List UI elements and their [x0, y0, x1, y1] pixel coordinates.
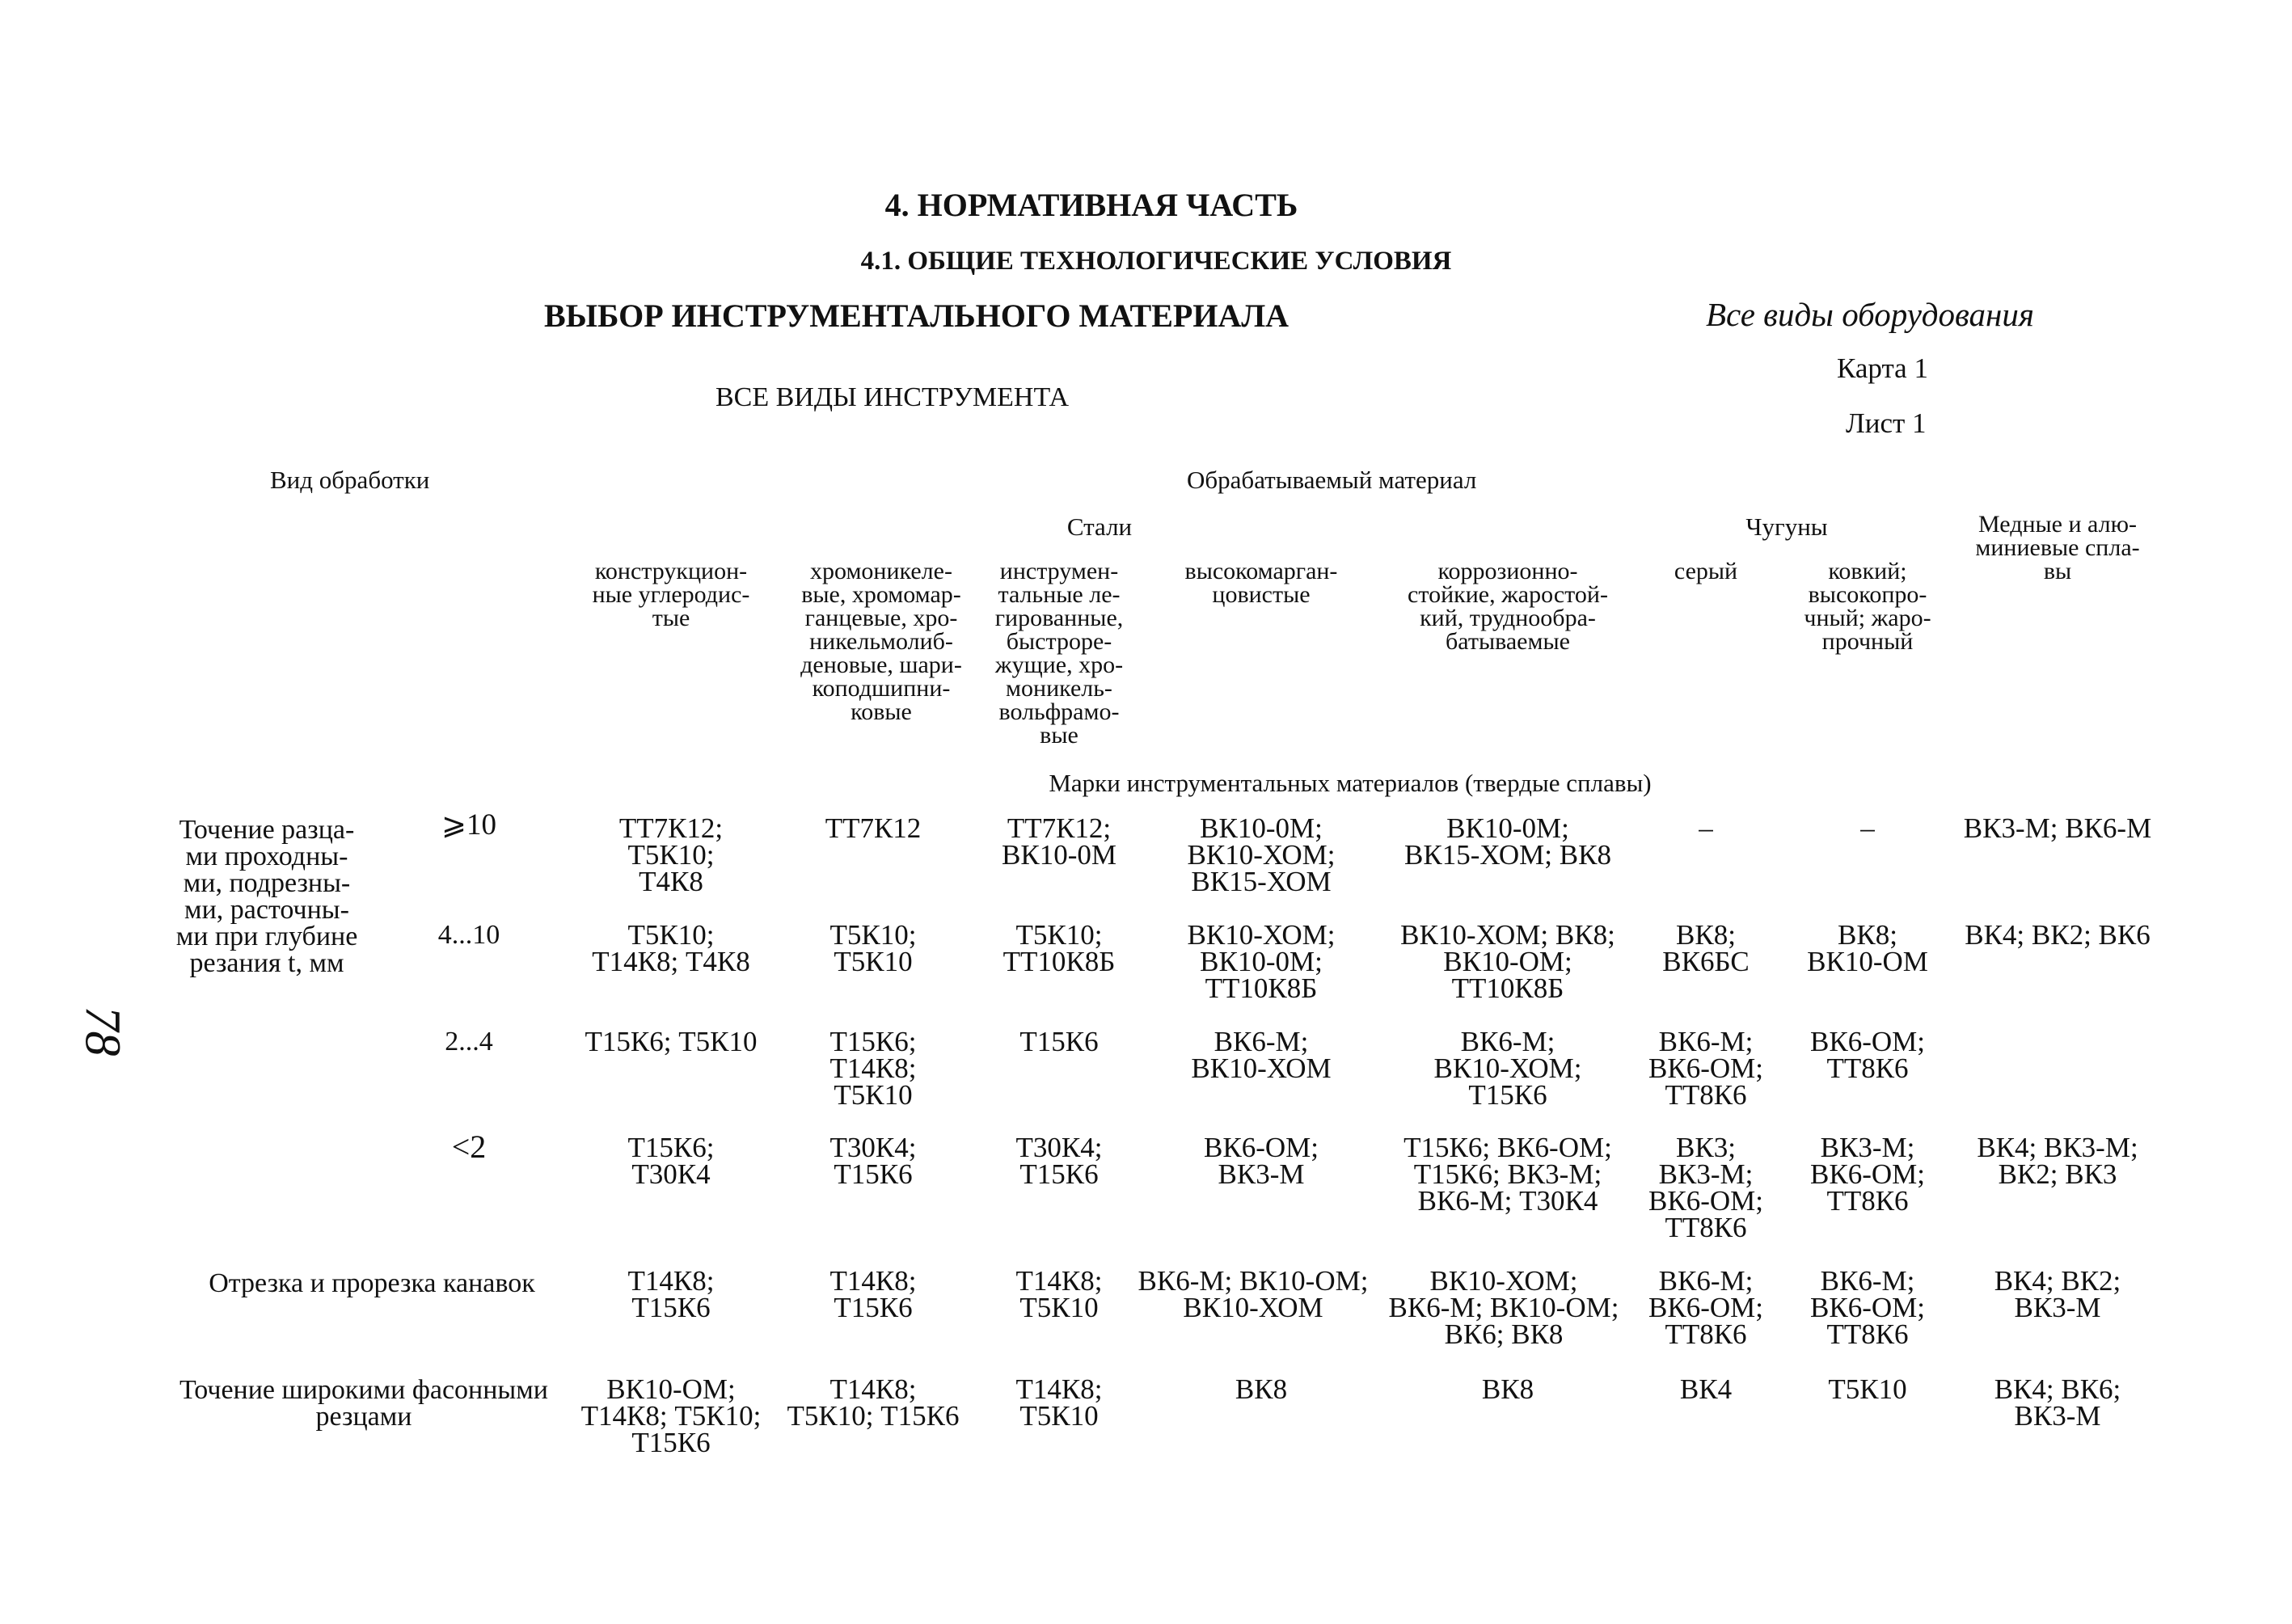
- table-cell: Т14К8; Т15К6: [829, 1265, 917, 1323]
- table-cell: ВК4; ВК2; ВК3-М: [1994, 1265, 2121, 1323]
- page-number: 78: [74, 1006, 130, 1057]
- material-tool-alloyed: инструмен- тальные ле- гированные, быстроре- жущие, хро- моникель- вольфрамо- вые: [994, 558, 1124, 749]
- table-cell: ТТ7К12; Т5К10; Т4К8: [618, 812, 724, 897]
- table-cell: Т30К4; Т15К6: [1015, 1132, 1103, 1190]
- table-cell: ВК6-М; ВК10-ОМ; ВК10-ХОМ: [1138, 1265, 1369, 1323]
- table-cell: ВК10-ХОМ; ВК10-0М; ТТ10К8Б: [1187, 919, 1336, 1004]
- material-malleable-iron: ковкий; высокопро- чный; жаро- прочный: [1804, 558, 1931, 655]
- depth-row-3: 2...4: [445, 1027, 493, 1057]
- material-corrosion-resistant: коррозионно- стойкие, жаростой- кий, труднообра- батываемые: [1408, 558, 1608, 655]
- table-cell: Т15К6: [1019, 1026, 1099, 1057]
- table-cell: Т5К10; Т5К10: [829, 919, 917, 977]
- table-cell: Т15К6; ВК6-ОМ; Т15К6; ВК3-М; ВК6-М; Т30К4: [1403, 1132, 1612, 1217]
- table-cell: ВК3-М; ВК6-ОМ; ТТ8К6: [1810, 1132, 1925, 1217]
- table-cell: Т14К8; Т5К10: [1015, 1373, 1103, 1432]
- table-cell: ТТ7К12; ВК10-0М: [1002, 812, 1116, 871]
- processing-type-header: Вид обработки: [270, 466, 430, 494]
- table-cell: Т14К8; Т5К10; Т15К6: [787, 1373, 960, 1432]
- material-header: Обрабатываемый материал: [1187, 466, 1477, 494]
- material-high-manganese: высокомарган- цовистые: [1184, 558, 1338, 608]
- marks-header: Марки инструментальных материалов (твердые сплавы): [1049, 769, 1652, 797]
- table-cell: Т5К10; Т14К8; Т4К8: [592, 919, 750, 977]
- turning-label: Точение разца- ми проходны- ми, подрезны- ми, расточны- ми при глубине резания t, мм: [175, 815, 358, 978]
- depth-row-4: <2: [451, 1128, 487, 1165]
- table-cell: –: [1860, 812, 1875, 844]
- tools-label: ВСЕ ВИДЫ ИНСТРУМЕНТА: [715, 382, 1070, 412]
- table-cell: ВК4; ВК6; ВК3-М: [1994, 1373, 2121, 1432]
- table-cell: ВК6-М; ВК6-ОМ; ТТ8К6: [1810, 1265, 1925, 1350]
- table-cell: ВК4; ВК3-М; ВК2; ВК3: [1977, 1132, 2138, 1190]
- card-number: Карта 1: [1837, 352, 1928, 384]
- steels-group-header: Стали: [1066, 513, 1133, 541]
- table-cell: ВК10-0М; ВК15-ХОМ; ВК8: [1404, 812, 1611, 871]
- table-cell: Т5К10: [1828, 1373, 1907, 1405]
- document-title: ВЫБОР ИНСТРУМЕНТАЛЬНОГО МАТЕРИАЛА: [544, 297, 1290, 334]
- table-cell: Т15К6; Т5К10: [585, 1026, 758, 1057]
- table-cell: ВК8; ВК10-ОМ: [1807, 919, 1928, 977]
- copper-aluminium-header: Медные и алю- миниевые спла- вы: [1975, 511, 2140, 584]
- table-cell: Т14К8; Т5К10: [1015, 1265, 1103, 1323]
- table-cell: Т14К8; Т15К6: [627, 1265, 715, 1323]
- material-grey-iron: серый: [1674, 558, 1738, 584]
- table-cell: ВК4; ВК2; ВК6: [1965, 919, 2151, 951]
- table-cell: ВК6-М; ВК6-ОМ; ТТ8К6: [1648, 1265, 1763, 1350]
- material-structural-carbon: конструкцион- ные углеродис- тые: [592, 558, 750, 631]
- table-cell: ВК6-М; ВК10-ХОМ; Т15К6: [1433, 1026, 1582, 1111]
- table-cell: ВК6-ОМ; ВК3-М: [1204, 1132, 1319, 1190]
- table-cell: ВК8; ВК6БС: [1662, 919, 1750, 977]
- table-cell: ВК4: [1679, 1373, 1733, 1405]
- table-cell: ВК10-0М; ВК10-ХОМ; ВК15-ХОМ: [1187, 812, 1336, 897]
- table-cell: ВК8: [1235, 1373, 1288, 1405]
- table-cell: Т5К10; ТТ10К8Б: [1002, 919, 1116, 977]
- table-cell: ВК6-М; ВК10-ХОМ: [1191, 1026, 1332, 1084]
- table-cell: ТТ7К12: [825, 812, 922, 844]
- sheet-number: Лист 1: [1846, 407, 1927, 439]
- depth-row-1: ⩾10: [441, 808, 496, 842]
- table-cell: ВК6-ОМ; ТТ8К6: [1810, 1026, 1925, 1084]
- subsection-title: 4.1. ОБЩИЕ ТЕХНОЛОГИЧЕСКИЕ УСЛОВИЯ: [860, 247, 1452, 276]
- cutoff-grooving-label: Отрезка и прорезка канавок: [209, 1268, 535, 1298]
- table-cell: ВК10-ОМ; Т14К8; Т5К10; Т15К6: [580, 1373, 762, 1458]
- table-cell: Т15К6; Т30К4: [627, 1132, 715, 1190]
- equipment-label: Все виды оборудования: [1706, 296, 2034, 333]
- table-cell: ВК10-ХОМ; ВК6-М; ВК10-ОМ; ВК6; ВК8: [1388, 1265, 1619, 1350]
- depth-row-2: 4...10: [437, 920, 500, 950]
- table-cell: ВК3-М; ВК6-М: [1963, 812, 2152, 844]
- table-cell: ВК3; ВК3-М; ВК6-ОМ; ТТ8К6: [1648, 1132, 1763, 1243]
- table-cell: ВК8: [1481, 1373, 1534, 1405]
- material-chrome-nickel: хромоникеле- вые, хромомар- ганцевые, хро- никельмолиб- деновые, шари- коподшипни- ковые: [800, 558, 962, 725]
- table-cell: Т30К4; Т15К6: [829, 1132, 917, 1190]
- cast-iron-group-header: Чугуны: [1745, 513, 1828, 541]
- form-turning-label: Точение широкими фасонными резцами: [179, 1375, 548, 1432]
- table-cell: Т15К6; Т14К8; Т5К10: [829, 1026, 917, 1111]
- table-cell: –: [1699, 812, 1713, 844]
- table-cell: ВК10-ХОМ; ВК8; ВК10-ОМ; ТТ10К8Б: [1400, 919, 1615, 1004]
- table-cell: ВК6-М; ВК6-ОМ; ТТ8К6: [1648, 1026, 1763, 1111]
- section-title: 4. НОРМАТИВНАЯ ЧАСТЬ: [884, 187, 1298, 223]
